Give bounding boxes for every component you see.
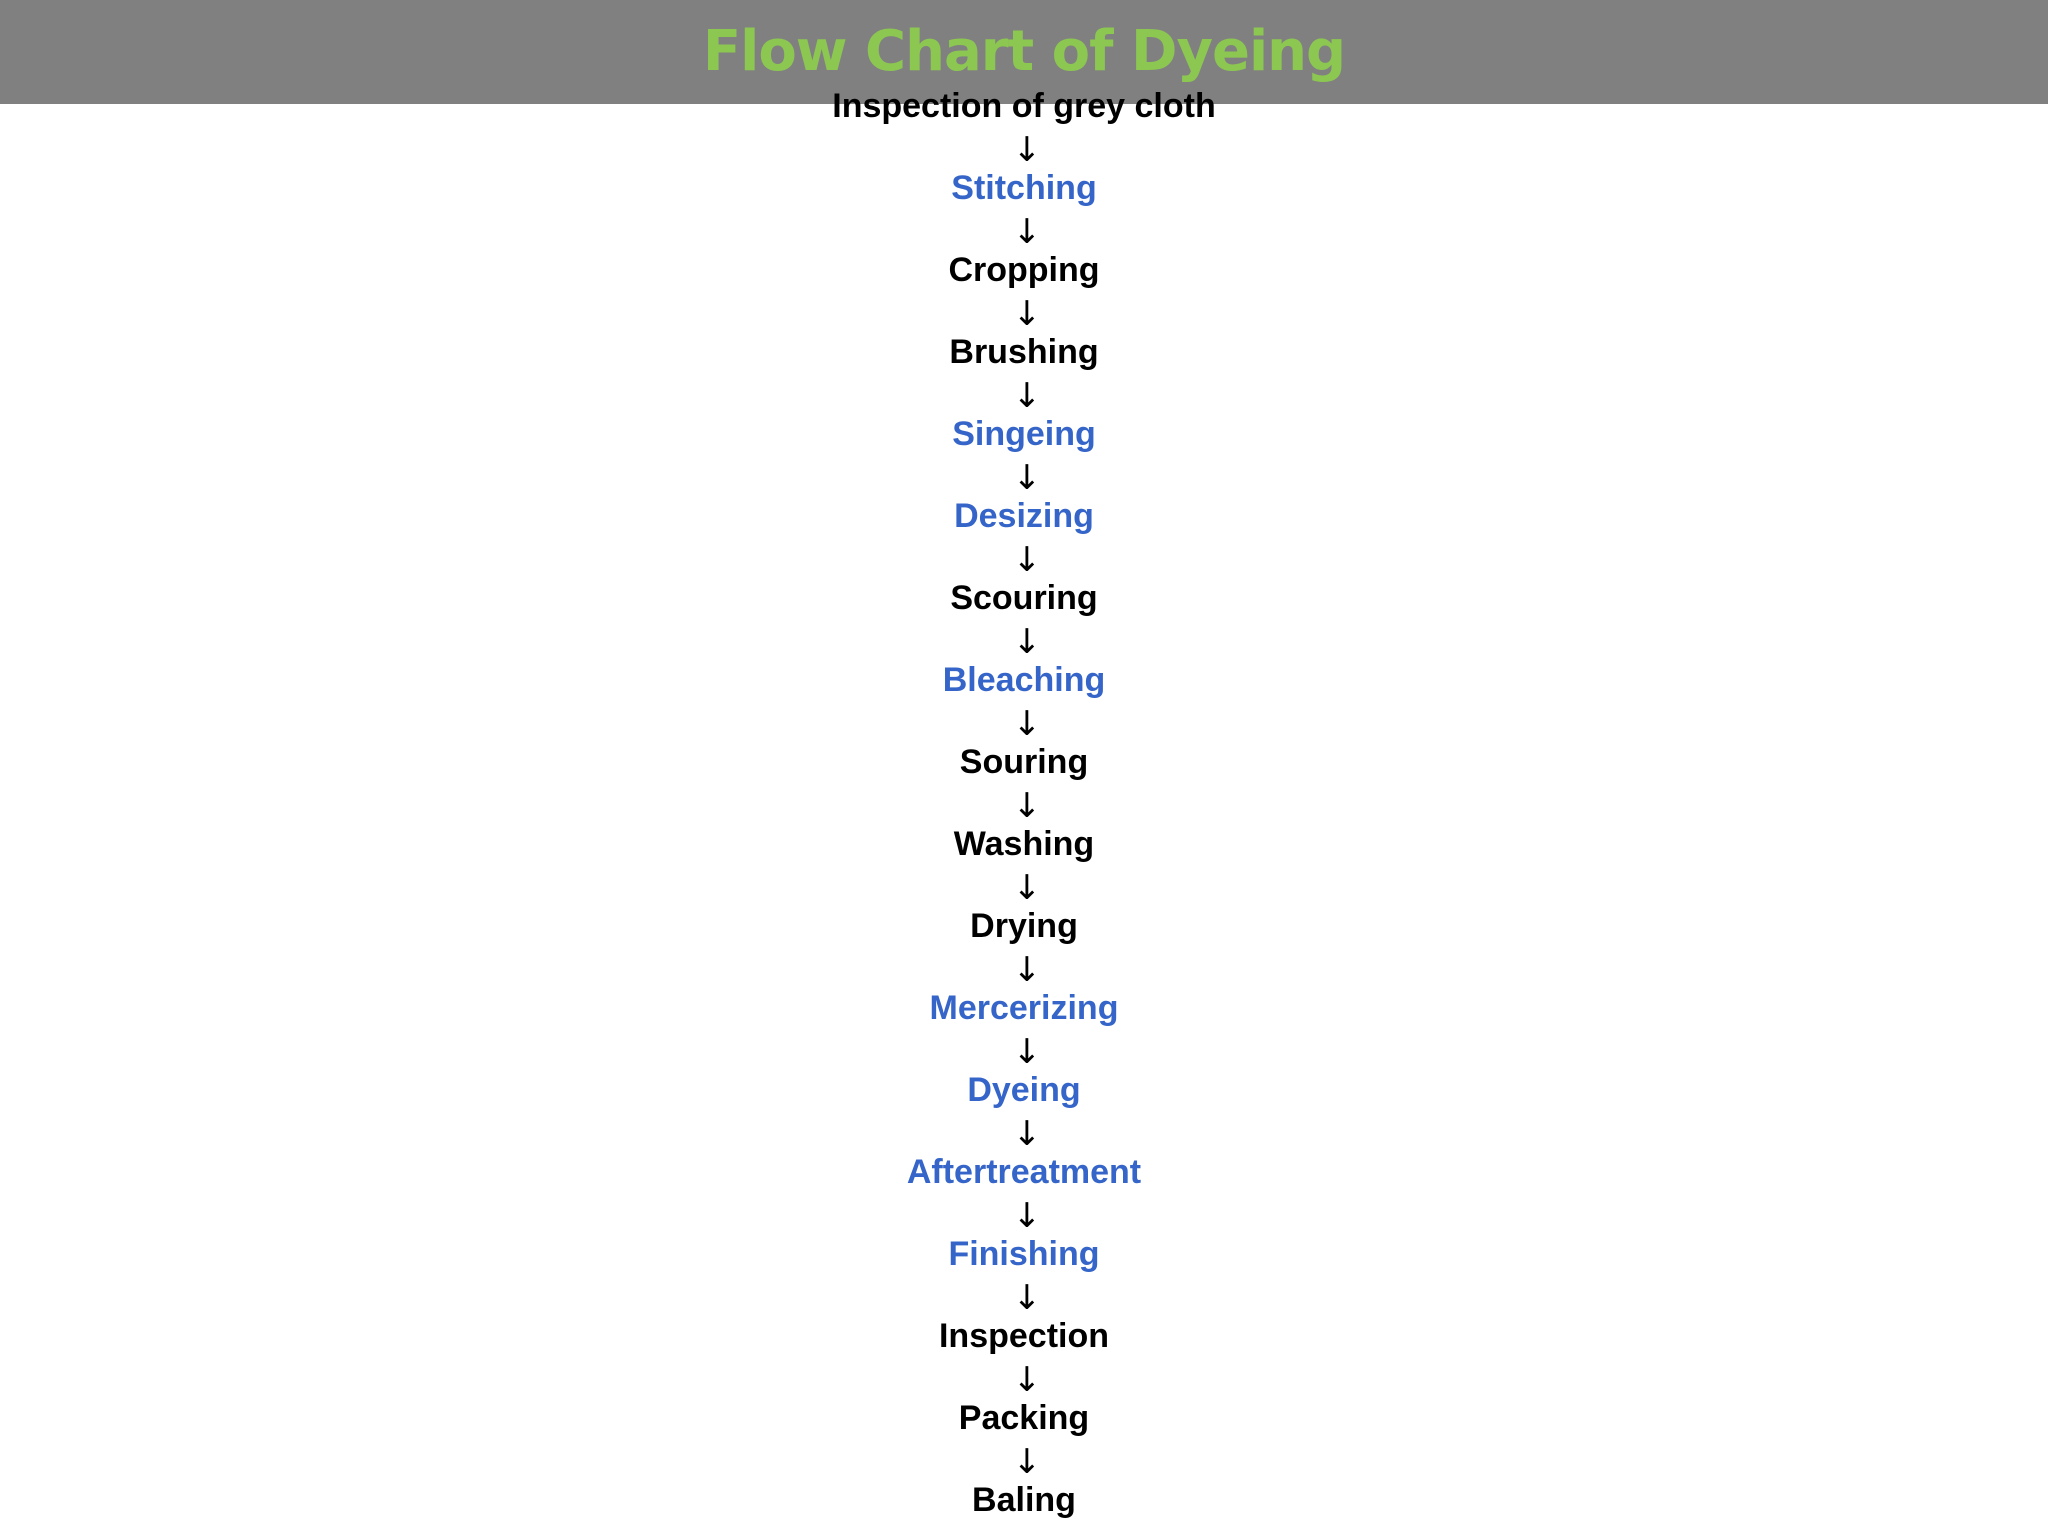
- flow-step: Souring: [959, 743, 1089, 781]
- down-arrow-icon: ↓: [1012, 1032, 1042, 1072]
- flow-step: Drying: [970, 907, 1078, 945]
- down-arrow-icon: ↓: [1012, 212, 1042, 252]
- down-arrow-icon: ↓: [1012, 1196, 1042, 1236]
- down-arrow-icon: ↓: [1012, 130, 1042, 170]
- down-arrow-icon: ↓: [1012, 1442, 1042, 1482]
- flow-step: Inspection: [938, 1317, 1110, 1355]
- flow-step: Cropping: [948, 251, 1100, 289]
- flow-step: Inspection of grey cloth: [832, 87, 1216, 125]
- flow-step: Finishing: [948, 1235, 1100, 1273]
- down-arrow-icon: ↓: [1012, 1278, 1042, 1318]
- flow-step: Scouring: [950, 579, 1098, 617]
- down-arrow-icon: ↓: [1012, 950, 1042, 990]
- down-arrow-icon: ↓: [1012, 1114, 1042, 1154]
- down-arrow-icon: ↓: [1012, 868, 1042, 908]
- flow-step: Singeing: [952, 415, 1096, 453]
- flow-step: Stitching: [951, 169, 1097, 207]
- flow-step: Dyeing: [967, 1071, 1081, 1109]
- down-arrow-icon: ↓: [1012, 704, 1042, 744]
- down-arrow-icon: ↓: [1012, 376, 1042, 416]
- flow-step: Brushing: [949, 333, 1099, 371]
- down-arrow-icon: ↓: [1012, 458, 1042, 498]
- down-arrow-icon: ↓: [1012, 786, 1042, 826]
- down-arrow-icon: ↓: [1012, 1360, 1042, 1400]
- down-arrow-icon: ↓: [1012, 294, 1042, 334]
- page-title: Flow Chart of Dyeing: [702, 19, 1346, 84]
- flow-step: Washing: [953, 825, 1095, 863]
- flow-step: Bleaching: [942, 661, 1106, 699]
- flow-step: Baling: [972, 1481, 1076, 1519]
- flow-step: Aftertreatment: [906, 1153, 1142, 1191]
- flow-step: Packing: [958, 1399, 1090, 1437]
- flow-step: Desizing: [954, 497, 1094, 535]
- flow-step: Mercerizing: [929, 989, 1119, 1027]
- down-arrow-icon: ↓: [1012, 622, 1042, 662]
- down-arrow-icon: ↓: [1012, 540, 1042, 580]
